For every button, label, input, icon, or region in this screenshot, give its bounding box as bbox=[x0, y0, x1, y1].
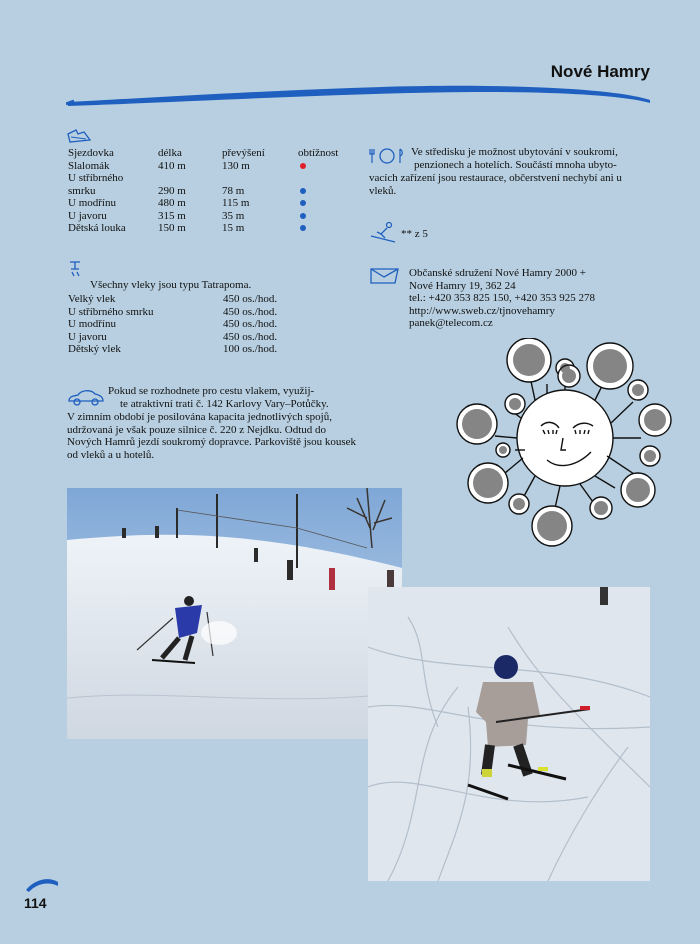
car-icon bbox=[66, 386, 106, 408]
slope-length: 410 m bbox=[158, 159, 186, 172]
slope-length: 315 m bbox=[158, 209, 186, 222]
table-row bbox=[68, 210, 338, 223]
lift-capacity: 450 os./hod. bbox=[223, 293, 278, 305]
lift-name: Dětský vlek bbox=[68, 343, 121, 355]
difficulty-dot bbox=[300, 200, 306, 206]
difficulty-dot bbox=[300, 213, 306, 219]
table-row bbox=[68, 160, 338, 173]
title-brush-stroke bbox=[66, 84, 652, 110]
slope-name: U stříbrného bbox=[68, 172, 124, 184]
slope-length: 150 m bbox=[158, 222, 186, 234]
col-header-length: délka bbox=[158, 147, 182, 159]
rating-skier-icon bbox=[369, 220, 399, 244]
difficulty-dot bbox=[300, 188, 306, 194]
transport-line-2: te atraktivní trati č. 142 Karlovy Vary–Potůčky. bbox=[120, 398, 329, 410]
contact-address: Nové Hamry 19, 362 24 bbox=[409, 279, 516, 292]
envelope-icon bbox=[369, 266, 401, 286]
table-row bbox=[68, 331, 277, 344]
slope-length bbox=[158, 172, 222, 185]
slope-drop: 35 m bbox=[222, 209, 245, 222]
accommodation-line-2: penzionech a hotelích. Součástí mnoha ubyto- bbox=[414, 159, 617, 171]
ski-slope-icon bbox=[66, 128, 92, 144]
dining-icon bbox=[369, 146, 405, 166]
slope-name: Dětská louka bbox=[68, 222, 126, 234]
table-row bbox=[68, 185, 338, 198]
slope-drop: 130 m bbox=[222, 159, 250, 172]
transport-line-1: Pokud se rozhodnete pro cestu vlakem, využij- bbox=[108, 385, 315, 397]
slope-length: 480 m bbox=[158, 197, 186, 209]
ski-lift-icon bbox=[66, 260, 84, 278]
col-header-difficulty: obtížnost bbox=[298, 147, 339, 159]
slope-length: 290 m bbox=[158, 184, 186, 197]
table-row bbox=[68, 343, 277, 356]
lift-capacity: 100 os./hod. bbox=[223, 343, 278, 355]
lift-name: U modřínu bbox=[68, 318, 116, 330]
contact-organization: Občanské sdružení Nové Hamry 2000 + bbox=[409, 267, 586, 279]
difficulty-dot bbox=[300, 225, 306, 231]
slope-drop: 15 m bbox=[222, 222, 245, 234]
contact-email[interactable]: panek@telecom.cz bbox=[409, 317, 493, 329]
contact-phone: tel.: +420 353 825 150, +420 353 925 278 bbox=[409, 292, 595, 304]
page-number: 114 bbox=[24, 895, 47, 911]
transport-text: V zimním období je posilována kapacita jednotlivých spojů, udržovaná je však pouze silnice č. 220 z Nejdku. Odtud do Nových Hamrů jezdí soukromý dopravce. Parkoviště jsou kousek od vleků a u hotelů. bbox=[67, 411, 356, 461]
page-corner-swoosh bbox=[26, 876, 60, 892]
lift-capacity: 450 os./hod. bbox=[223, 305, 278, 318]
slope-drop bbox=[222, 172, 298, 185]
table-row bbox=[68, 318, 277, 331]
page-title: Nové Hamry bbox=[550, 62, 650, 81]
table-row bbox=[68, 222, 338, 235]
col-header-drop: převýšení bbox=[222, 147, 265, 159]
slope-name: U modřínu bbox=[68, 197, 116, 209]
accommodation-line-1: Ve středisku je možnost ubytování v soukromí, bbox=[411, 146, 618, 158]
contact-website[interactable]: http://www.sweb.cz/tjnovehamry bbox=[409, 304, 555, 317]
lifts-table bbox=[68, 293, 277, 356]
table-row bbox=[68, 293, 277, 306]
table-row bbox=[68, 172, 338, 185]
col-header-slope: Sjezdovka bbox=[68, 147, 114, 159]
slope-drop: 78 m bbox=[222, 184, 245, 197]
slope-name: U javoru bbox=[68, 209, 107, 222]
accommodation-text: vacích zařízení jsou restaurace, občerstvení nechybí ani u vleků. bbox=[369, 172, 622, 197]
slopes-header-row bbox=[68, 147, 338, 160]
slopes-table bbox=[68, 147, 338, 235]
difficulty-dot bbox=[300, 163, 306, 169]
slope-name: Slalomák bbox=[68, 159, 110, 172]
lift-name: U stříbrného smrku bbox=[68, 305, 154, 318]
contact-block bbox=[409, 267, 595, 330]
table-row bbox=[68, 197, 338, 210]
photo-skier-slope bbox=[67, 488, 402, 739]
table-row bbox=[68, 306, 277, 319]
lift-name: U javoru bbox=[68, 330, 107, 343]
photo-child-skier bbox=[368, 587, 650, 881]
slope-drop: 115 m bbox=[222, 197, 250, 209]
lifts-intro: Všechny vleky jsou typu Tatrapoma. bbox=[90, 279, 252, 291]
sun-illustration bbox=[455, 338, 675, 548]
rating-text: ** z 5 bbox=[401, 228, 428, 240]
slope-name: smrku bbox=[68, 184, 96, 197]
lift-capacity: 450 os./hod. bbox=[223, 330, 278, 343]
lift-name: Velký vlek bbox=[68, 293, 116, 305]
lift-capacity: 450 os./hod. bbox=[223, 318, 278, 330]
